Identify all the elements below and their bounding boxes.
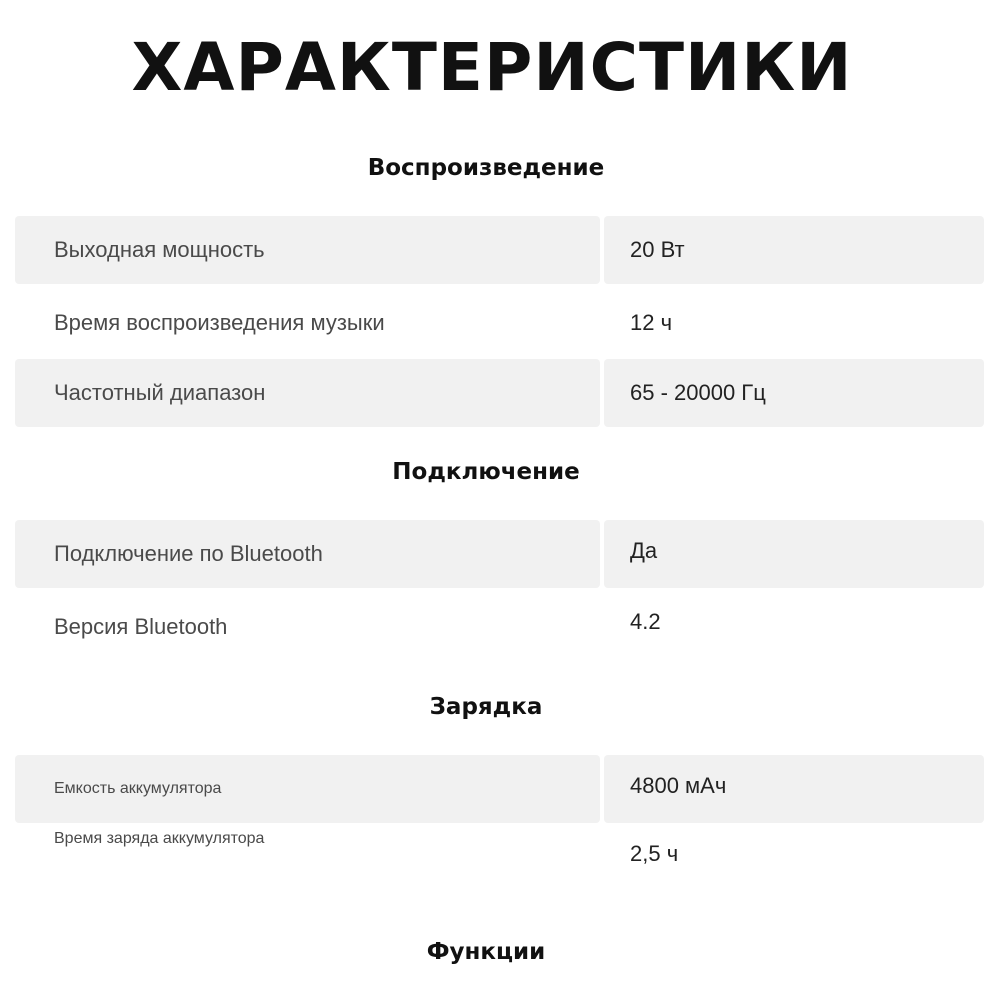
spec-label-bluetooth-connection: Подключение по Bluetooth (15, 520, 600, 588)
spec-value-bluetooth-connection: Да (604, 520, 984, 588)
spec-label-battery-capacity: Емкость аккумулятора (15, 755, 600, 823)
spec-label-playback-time: Время воспроизведения музыки (54, 310, 385, 335)
section-title-connection: Подключение (392, 459, 580, 485)
page-title: ХАРАКТЕРИСТИКИ (131, 29, 853, 106)
section-title-playback: Воспроизведение (367, 155, 605, 181)
spec-label-frequency-range: Частотный диапазон (15, 359, 600, 427)
section-title-features: Функции (426, 939, 546, 965)
spec-value-battery-capacity: 4800 мАч (604, 755, 984, 823)
spec-value-bluetooth-version: 4.2 (630, 609, 661, 634)
spec-value-output-power: 20 Вт (604, 216, 984, 284)
spec-label-output-power: Выходная мощность (15, 216, 600, 284)
spec-label-bluetooth-version: Версия Bluetooth (54, 614, 228, 639)
spec-value-playback-time: 12 ч (630, 310, 673, 335)
spec-label-charge-time: Время заряда аккумулятора (54, 830, 265, 847)
spec-value-frequency-range: 65 - 20000 Гц (604, 359, 984, 427)
section-title-charging: Зарядка (429, 694, 543, 720)
spec-value-charge-time: 2,5 ч (630, 841, 679, 866)
